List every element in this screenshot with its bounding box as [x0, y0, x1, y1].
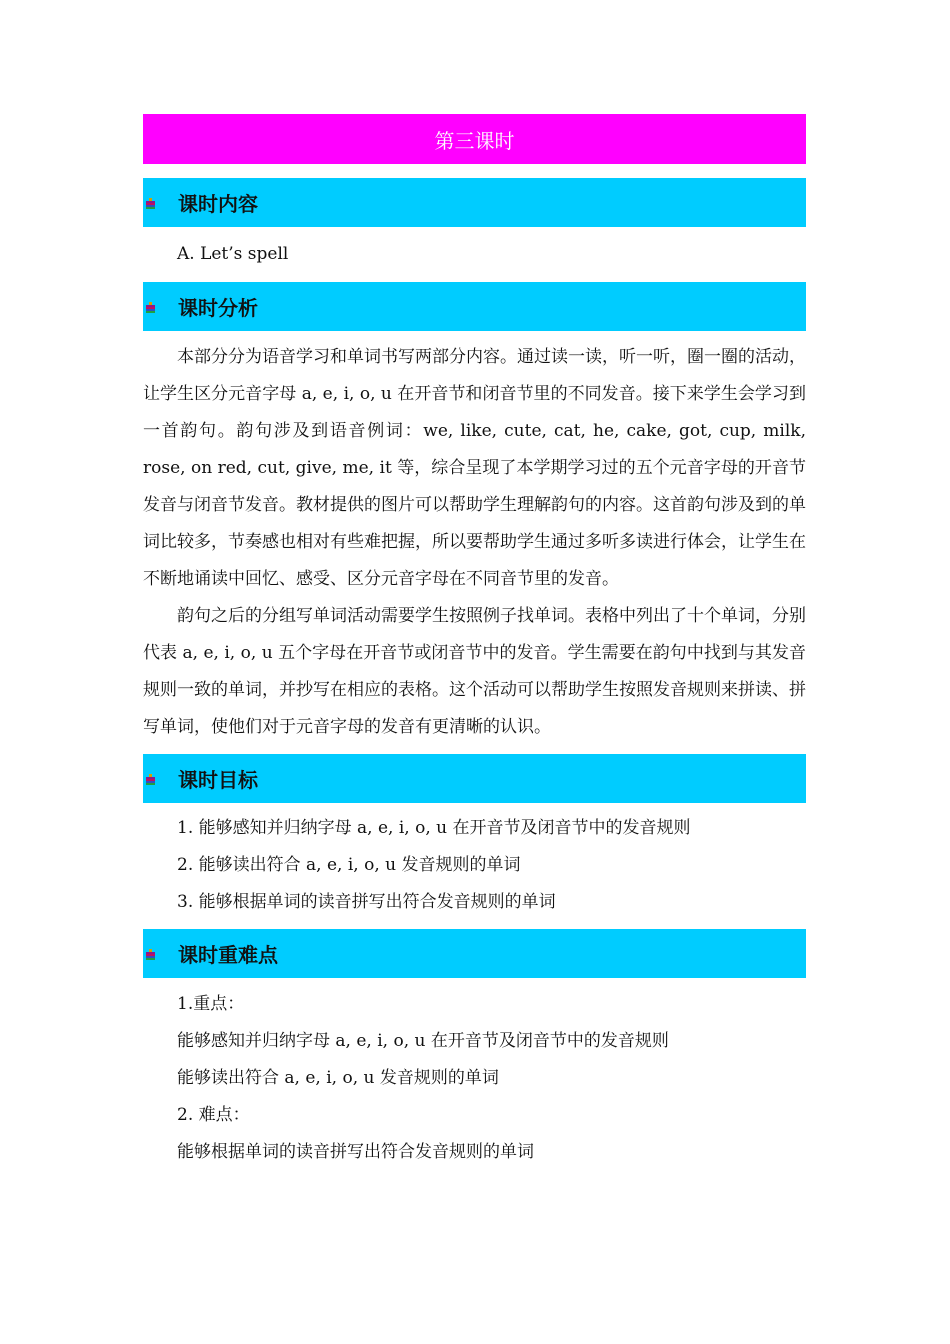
book-stack-icon	[146, 949, 155, 960]
section-heading: 课时分析	[178, 296, 258, 320]
section-header-key-points	[143, 929, 806, 978]
section-header-objectives	[143, 754, 806, 803]
book-stack-icon	[146, 774, 155, 785]
book-stack-icon	[146, 198, 155, 209]
lesson-title: 第三课时	[434, 128, 515, 153]
objective-item: 2. 能够读出符合 a, e, i, o, u 发音规则的单词	[177, 855, 521, 875]
section-header-content	[143, 178, 806, 227]
section-body-key-points	[143, 978, 806, 1171]
section-body-content	[143, 227, 806, 282]
section-heading: 课时内容	[178, 192, 258, 216]
section-body-analysis	[143, 331, 806, 754]
book-stack-icon	[146, 302, 155, 313]
section-body-objectives	[143, 803, 806, 929]
objective-item: 3. 能够根据单词的读音拼写出符合发音规则的单词	[177, 892, 556, 912]
key-point-line: 能够根据单词的读音拼写出符合发音规则的单词	[177, 1142, 534, 1162]
section-header-analysis	[143, 282, 806, 331]
section-heading: 课时重难点	[178, 943, 278, 967]
analysis-paragraph-2: 韵句之后的分组写单词活动需要学生按照例子找单词。表格中列出了十个单词，分别代表 a, e, i, o, u 五个字母在开音节或闭音节中的发音。学生需要在韵句中找到与其发音规则一致的单词，并抄写在相应的表格。这个活动可以帮助学生按照发音规则来拼读、拼写单词，使他们对于元音字母的发音有更清晰的认识。	[143, 606, 806, 737]
section-heading: 课时目标	[178, 768, 258, 792]
document-page	[143, 114, 806, 1171]
content-line: A. Let’s spell	[177, 244, 289, 264]
key-point-line: 能够感知并归纳字母 a, e, i, o, u 在开音节及闭音节中的发音规则	[177, 1031, 669, 1051]
key-point-line: 2. 难点：	[177, 1105, 250, 1125]
objective-item: 1. 能够感知并归纳字母 a, e, i, o, u 在开音节及闭音节中的发音规则	[177, 818, 691, 838]
key-point-line: 1.重点：	[177, 994, 245, 1014]
analysis-paragraph-1: 本部分分为语音学习和单词书写两部分内容。通过读一读，听一听，圈一圈的活动，让学生区分元音字母 a, e, i, o, u 在开音节和闭音节里的不同发音。接下来学生会学习到一首韵句。韵句涉及到语音例词：we, like, cute, cat, he, cake, got, cup, milk, rose, on red, cut, give, me, it 等，综合呈现了本学期学习过的五个元音字母的开音节发音与闭音节发音。教材提供的图片可以帮助学生理解韵句的内容。这首韵句涉及到的单词比较多，节奏感也相对有些难把握，所以要帮助学生通过多听多读进行体会，让学生在不断地诵读中回忆、感受、区分元音字母在不同音节里的发音。	[143, 347, 806, 589]
lesson-title-bar	[143, 114, 806, 164]
key-point-line: 能够读出符合 a, e, i, o, u 发音规则的单词	[177, 1068, 499, 1088]
